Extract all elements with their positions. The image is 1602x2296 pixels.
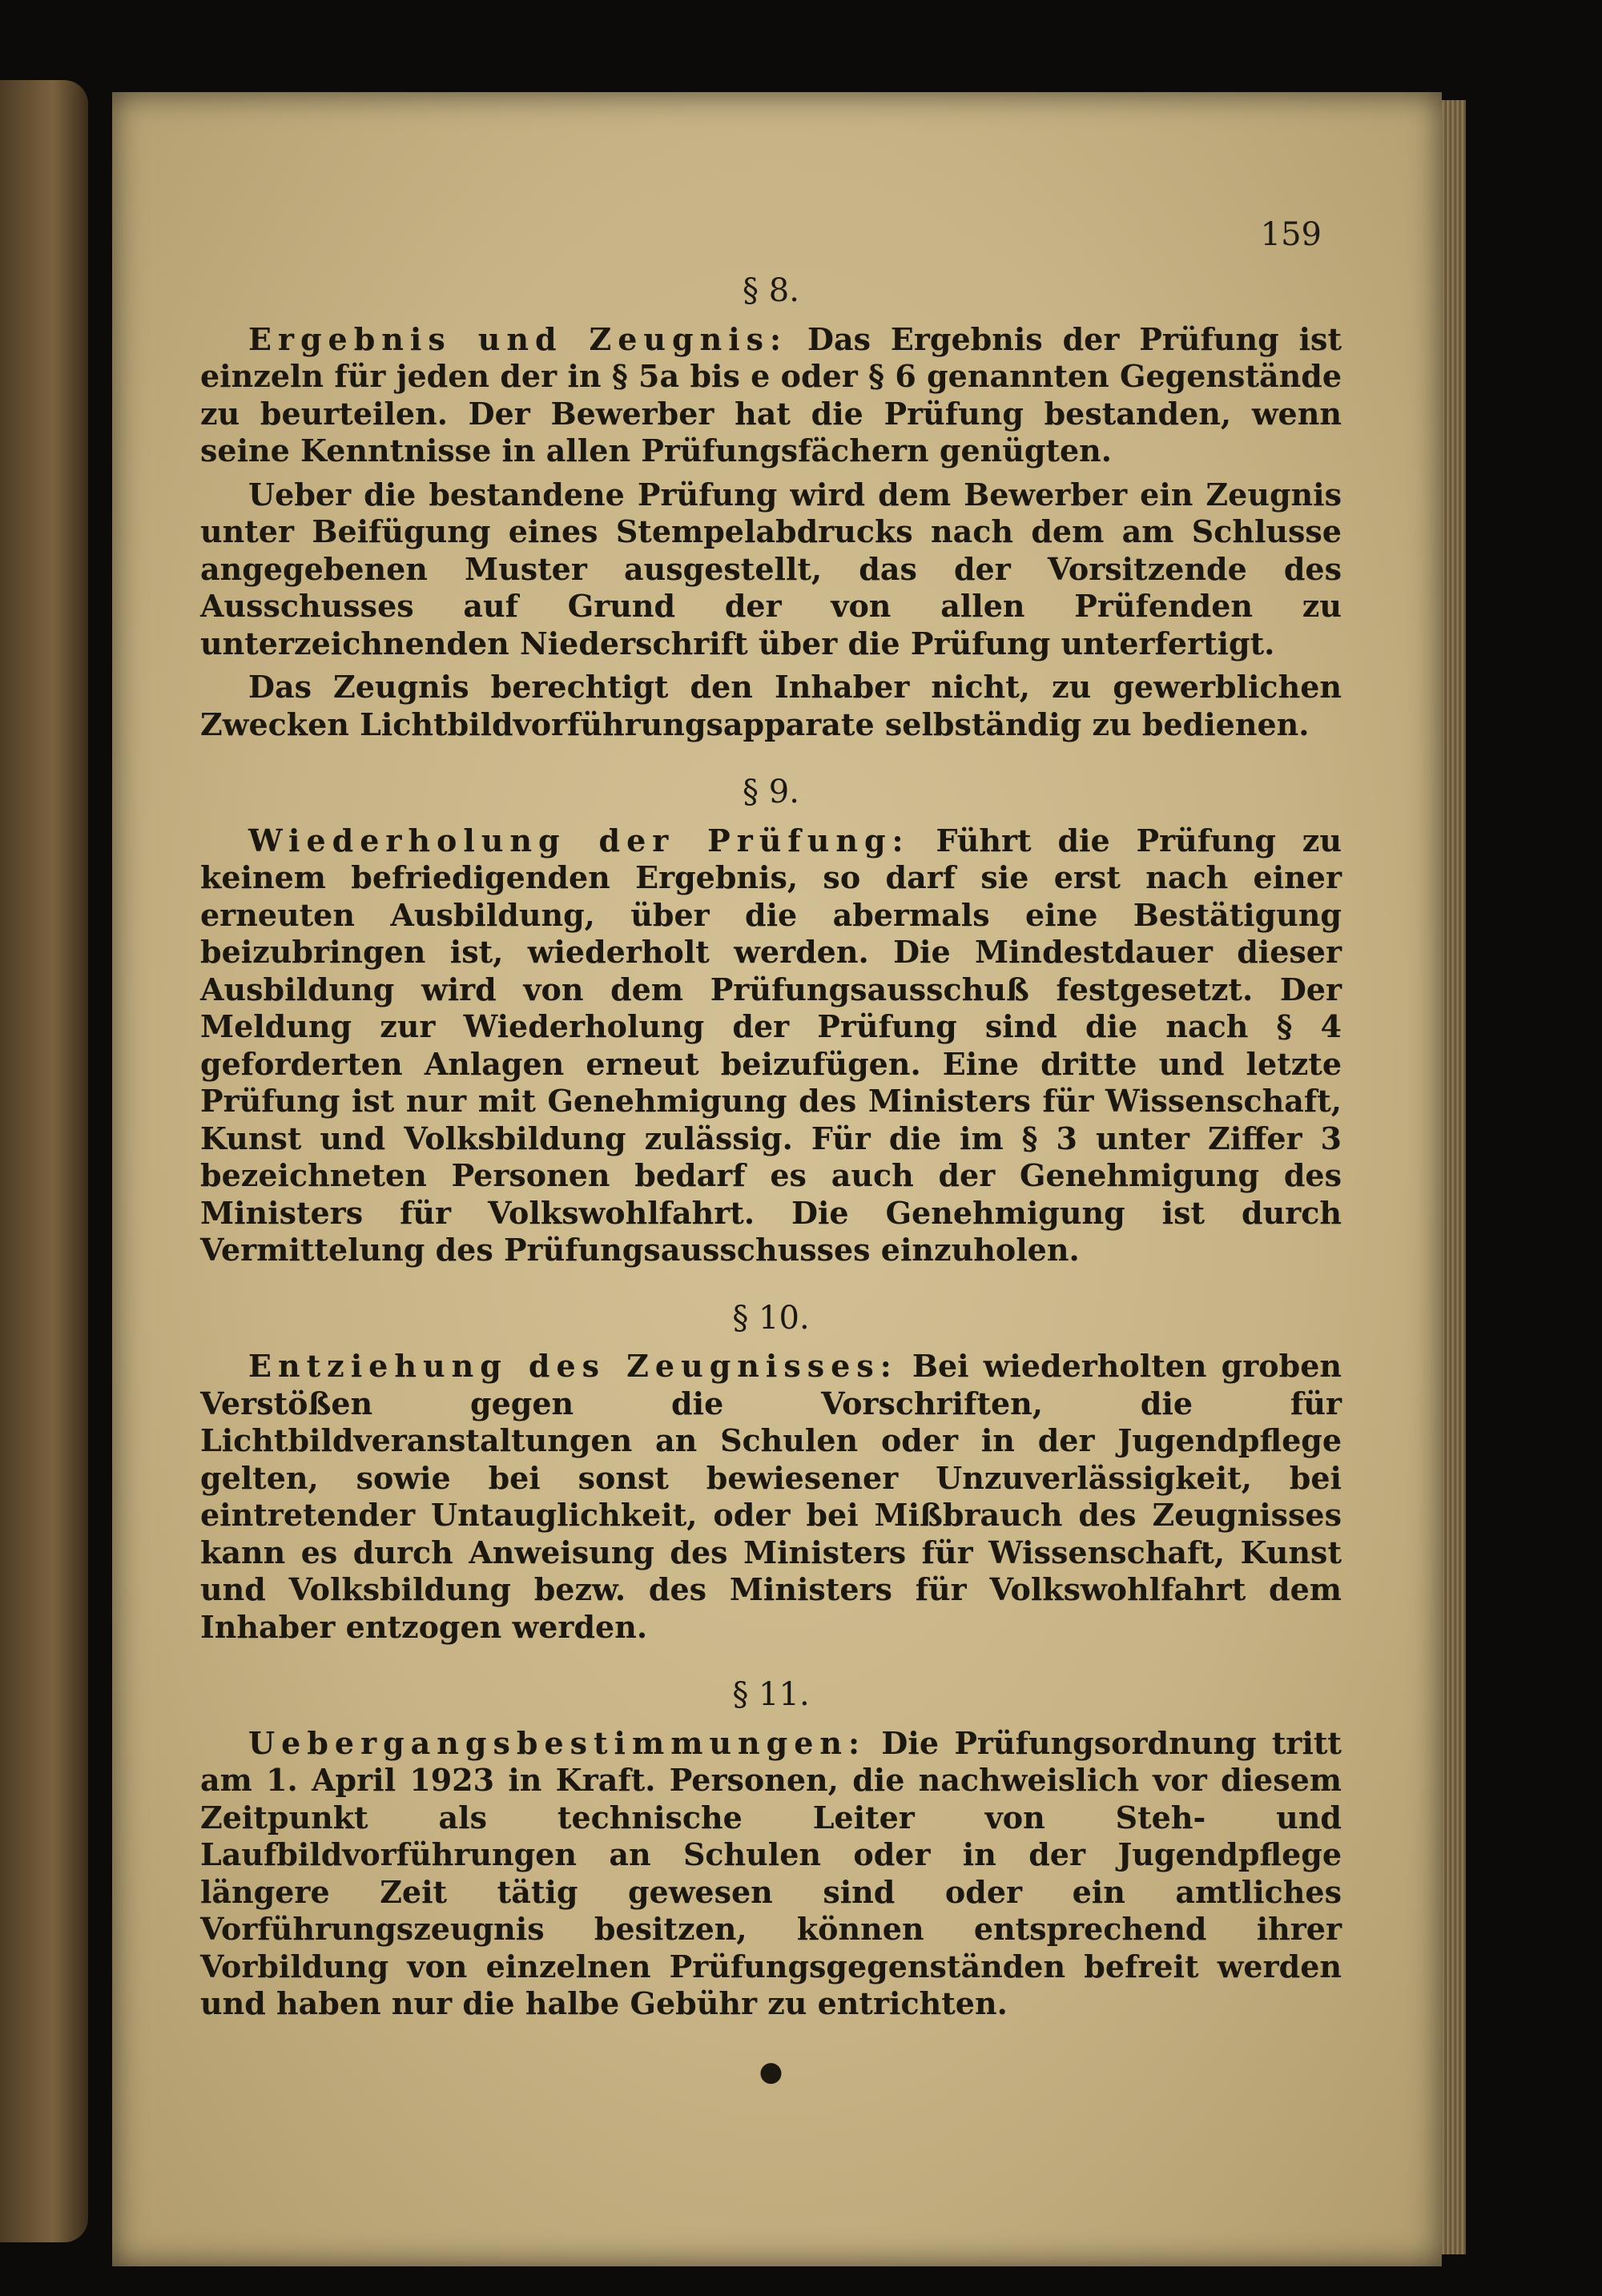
- paragraph-text: Das Zeugnis berechtigt den Inhaber nicht, zu gewerblichen Zwecken Lichtbildvorführungsapparate selbständig zu bedienen.: [200, 669, 1342, 742]
- section-9: [200, 774, 1342, 1269]
- paragraph-lead: Entziehung des Zeugnisses:: [248, 1348, 898, 1384]
- paragraph-text: Die Prüfungsordnung tritt am 1. April 1923 in Kraft. Personen, die nachweislich vor diesem Zeitpunkt als technische Leiter von Steh- und Laufbildvorführungen an Schulen oder in der Jugendpflege längere Zeit tätig gewesen sind oder ein amtliches Vorführungszeugnis besitzen, können entsprechend ihrer Vorbildung von einzelnen Prüfungsgegenständen befreit werden und haben nur die halbe Gebühr zu entrichten.: [200, 1724, 1342, 2021]
- paragraph: [200, 476, 1342, 663]
- paragraph: [200, 1348, 1342, 1646]
- paragraph-text: Das Ergebnis der Prüfung ist einzeln für jeden der in § 5a bis e oder § 6 genannten Gegenstände zu beurteilen. Der Bewerber hat die Prüfung bestanden, wenn seine Kenntnisse in allen Prüfungsfächern genügten.: [200, 320, 1342, 468]
- section-heading: § 9.: [743, 774, 799, 810]
- section-10: [200, 1300, 1342, 1647]
- section-heading: § 11.: [732, 1676, 810, 1713]
- paragraph-lead: Wiederholung der Prüfung:: [248, 822, 910, 858]
- book-page: [112, 92, 1442, 2266]
- paragraph-text: Ueber die bestandene Prüfung wird dem Bewerber ein Zeugnis unter Beifügung eines Stempelabdrucks nach dem am Schlusse angegebenen Muster ausgestellt, das der Vorsitzende des Ausschusses auf Grund der von allen Prüfenden zu unterzeichnenden Niederschrift über die Prüfung unterfertigt.: [200, 476, 1342, 661]
- adjacent-page-edge: [0, 80, 88, 2242]
- section-heading: § 8.: [743, 272, 799, 309]
- paragraph-text: Führt die Prüfung zu keinem befriedigenden Ergebnis, so darf sie erst nach einer erneuten Ausbildung, über die abermals eine Bestätigung beizubringen ist, wiederholt werden. Die Mindestdauer dieser Ausbildung wird von dem Prüfungsausschuß festgesetzt. Der Meldung zur Wiederholung der Prüfung sind die nach § 4 geforderten Anlagen erneut beizufügen. Eine dritte und letzte Prüfung ist nur mit Genehmigung des Ministers für Wissenschaft, Kunst und Volksbildung zulässig. Für die im § 3 unter Ziffer 3 bezeichneten Personen bedarf es auch der Genehmigung des Ministers für Volkswohlfahrt. Die Genehmigung ist durch Vermittelung des Prüfungsausschusses einzuholen.: [200, 822, 1342, 1268]
- paragraph: [200, 1725, 1342, 2023]
- page-number: 159: [1260, 216, 1322, 253]
- paragraph-text: Bei wiederholten groben Verstößen gegen die Vorschriften, die für Lichtbildveranstaltungen an Schulen oder in der Jugendpflege gelten, sowie bei sonst bewiesener Unzuverlässigkeit, bei eintretender Untauglichkeit, oder bei Mißbrauch des Zeugnisses kann es durch Anweisung des Ministers für Wissenschaft, Kunst und Volksbildung bezw. des Ministers für Volkswohlfahrt dem Inhaber entzogen werden.: [200, 1348, 1342, 1645]
- section-8: [200, 272, 1342, 743]
- paragraph-lead: Uebergangsbestimmungen:: [248, 1724, 867, 1761]
- paragraph-lead: Ergebnis und Zeugnis:: [248, 320, 788, 357]
- end-bullet-icon: ●: [759, 2055, 783, 2088]
- paragraph: [200, 822, 1342, 1269]
- page-text: [200, 272, 1342, 2090]
- section-heading: § 10.: [732, 1299, 810, 1337]
- paragraph: [200, 669, 1342, 743]
- paragraph: [200, 321, 1342, 470]
- section-11: [200, 1676, 1342, 2023]
